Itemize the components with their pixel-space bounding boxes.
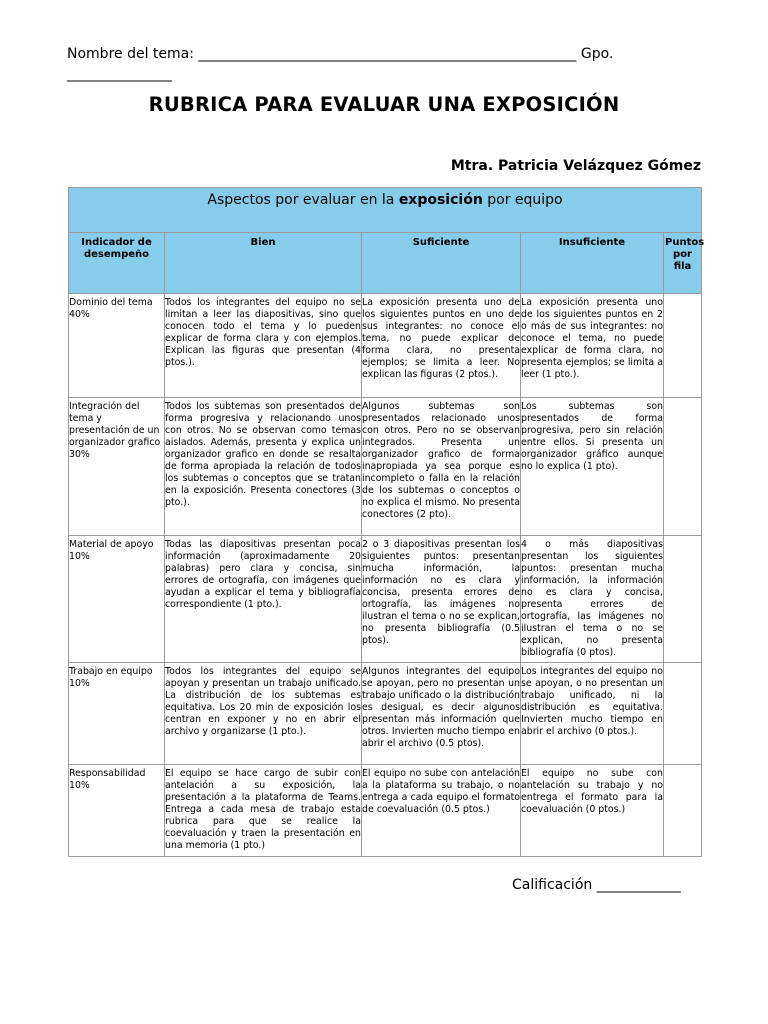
puntos-cell[interactable] [664, 398, 702, 536]
table-row [69, 765, 702, 857]
document-title: RUBRICA PARA EVALUAR UNA EXPOSICIÓN [148, 93, 620, 116]
insuficiente-cell: Los subtemas son presentados de forma progresiva, pero sin relación entre ellos. Si presenta un organizador gráfico aunque no lo explica (1 pto). [521, 398, 664, 536]
bien-cell: Todas las diapositivas presentan poca información (aproximadamente 20 palabras) pero clara y concisa, sin errores de ortografía, con imágenes que ayudan a explicar el tema y bibliografía correspondiente (1 pto.). [165, 536, 362, 663]
bien-cell: Todos los integrantes del equipo no se limitan a leer las diapositivas, sino que conocen todo el tema y lo pueden explicar de forma clara y con ejemplos. Explican las figuras que presentan (4 ptos.). [165, 294, 362, 398]
suficiente-cell: El equipo no sube con antelación a la plataforma su trabajo, o no entrega a cada equipo el formato de coevaluación (0.5 ptos.) [362, 765, 521, 857]
column-header-insuficiente: Insuficiente [521, 233, 664, 294]
table-banner [69, 188, 702, 233]
puntos-cell[interactable] [664, 294, 702, 398]
indicator-cell: Responsabilidad 10% [69, 765, 165, 857]
banner-text-post: por equipo [482, 192, 563, 208]
suficiente-cell: La exposición presenta uno de los siguientes puntos en uno de sus integrantes: no conoce el tema, no puede explicar de forma clara, no presenta ejemplos; se limita a leer. No explican las figuras (2 ptos.). [362, 294, 521, 398]
column-header-suficiente: Suficiente [362, 233, 521, 294]
column-header-puntos: Puntos por fila [664, 233, 702, 294]
suficiente-cell: 2 o 3 diapositivas presentan los siguientes puntos: presentan mucha información, la información no es clara y concisa, presenta errores de ortografía, las imágenes no ilustran el tema o no se explican, no presenta bibliografía (0.5 ptos). [362, 536, 521, 663]
header-row [69, 233, 702, 294]
topic-line: Nombre del tema: ______________________________________________________ Gpo. _______________ [67, 46, 614, 82]
puntos-cell[interactable] [664, 663, 702, 765]
insuficiente-cell: Los integrantes del equipo no se apoyan, o no presentan un trabajo unificado, ni la distribución es equitativa. Invierten mucho tiempo en abrir el archivo (0 ptos.). [521, 663, 664, 765]
column-header-indicator: Indicador de desempeño [69, 233, 165, 294]
puntos-cell[interactable] [664, 765, 702, 857]
table-row [69, 663, 702, 765]
indicator-cell: Dominio del tema 40% [69, 294, 165, 398]
table-row [69, 398, 702, 536]
bien-cell: El equipo se hace cargo de subir con antelación a su exposición, la presentación a la plataforma de Teams. Entrega a cada mesa de trabajo esta rubrica para que se realice la coevaluación y traen la presentación en una memoria (1 pto.) [165, 765, 362, 857]
grade-line: Calificación ____________ [512, 877, 681, 893]
suficiente-cell: Algunos subtemas son presentados relacionado unos con otros. Pero no se observan integrados. Presenta un organizador grafico de forma inapropiada ya sea porque es incompleto o falla en la relación de los subtemas o conceptos o no explica el mismo. No presenta conectores (2 pto). [362, 398, 521, 536]
insuficiente-cell: La exposición presenta uno de los siguientes puntos en 2 o más de sus integrantes: no conoce el tema, no puede explicar de forma clara, no presenta ejemplos; se limita a leer (1 pto.). [521, 294, 664, 398]
bien-cell: Todos los integrantes del equipo se apoyan y presentan un trabajo unificado. La distribución de los subtemas es equitativa. Los 20 min de exposición los centran en exponer y no en abrir el archivo y organizarse (1 pto.). [165, 663, 362, 765]
puntos-cell[interactable] [664, 536, 702, 663]
banner-text-bold: exposición [398, 192, 483, 208]
table-row [69, 294, 702, 398]
teacher-name: Mtra. Patricia Velázquez Gómez [450, 158, 701, 174]
indicator-cell: Material de apoyo 10% [69, 536, 165, 663]
bien-cell: Todos los subtemas son presentados de forma progresiva y relacionando unos con otros. No se observan como temas aislados. Además, presenta y explica un organizador grafico en donde se resalta de forma apropiada la relación de todos los subtemas o conceptos que se tratan en la exposición. Presenta conectores (3 pto.). [165, 398, 362, 536]
indicator-cell: Trabajo en equipo 10% [69, 663, 165, 765]
indicator-cell: Integración del tema y presentación de un organizador grafico 30% [69, 398, 165, 536]
rubric-table [68, 187, 705, 857]
insuficiente-cell: El equipo no sube con antelación su trabajo y no entrega el formato para la coevaluación (0 ptos.) [521, 765, 664, 857]
suficiente-cell: Algunos integrantes del equipo se apoyan, pero no presentan un trabajo unificado o la distribución es desigual, es decir algunos presentan más información que otros. Invierten mucho tiempo en abrir el archivo (0.5 ptos). [362, 663, 521, 765]
banner-text-pre: Aspectos por evaluar en la [207, 192, 399, 208]
table-row [69, 536, 702, 663]
column-header-bien: Bien [165, 233, 362, 294]
insuficiente-cell: 4 o más diapositivas presentan los siguientes puntos: presentan mucha información, la información no es clara y concisa, presenta errores de ortografía, las imágenes no ilustran el tema o no se explican, no presenta bibliografía (0 ptos). [521, 536, 664, 663]
